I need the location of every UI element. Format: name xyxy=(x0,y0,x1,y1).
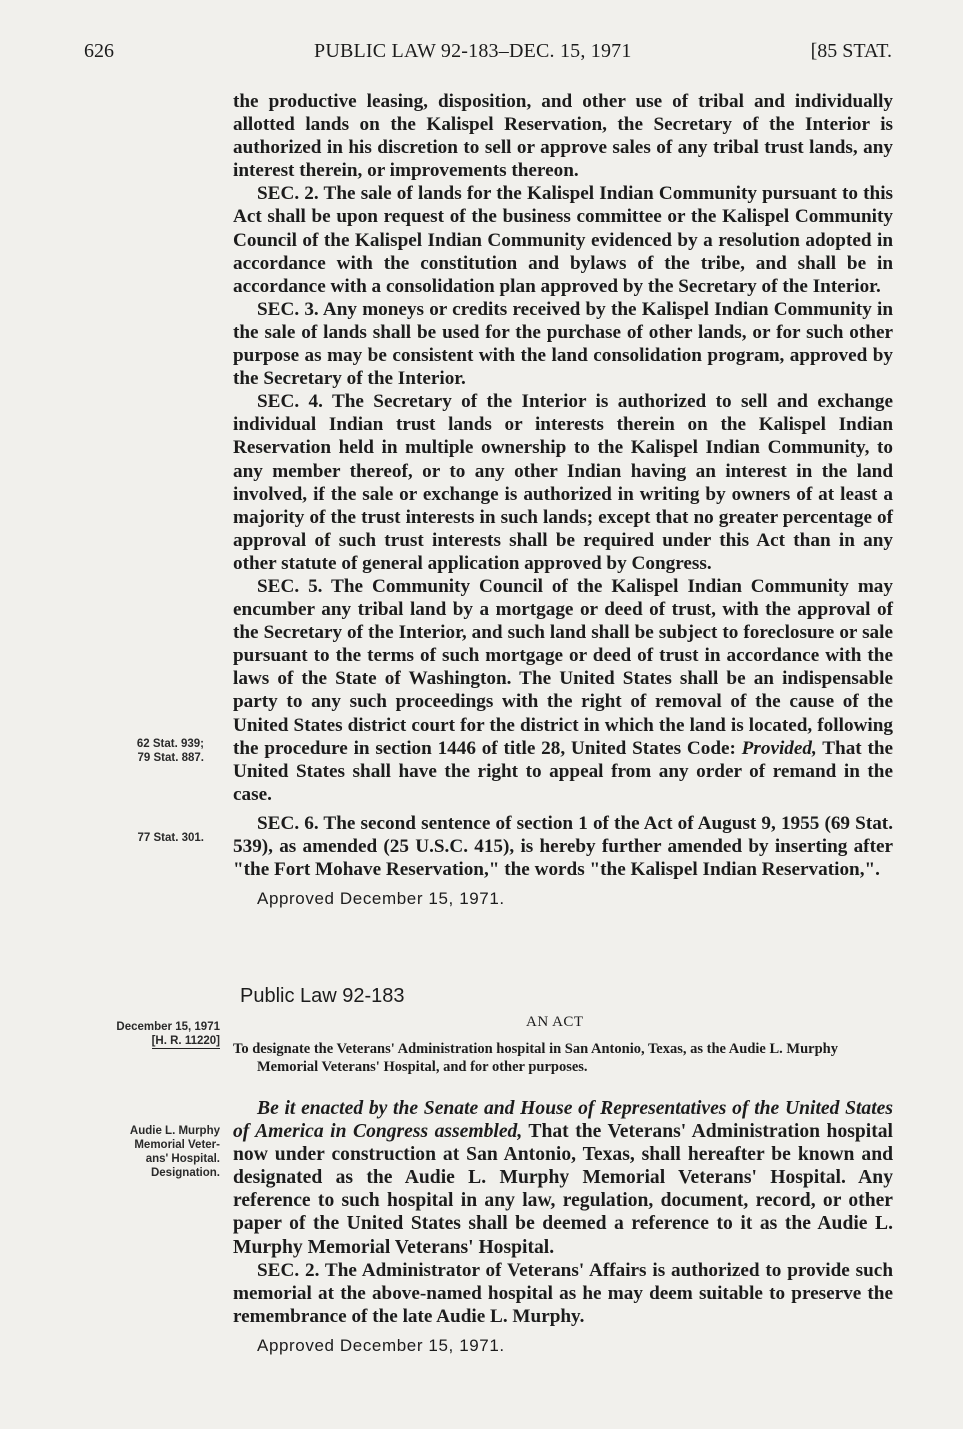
note-line-4: Designation. xyxy=(150,1167,220,1179)
note-line-2: Memorial Veter- xyxy=(134,1139,220,1151)
note-line-3: ans' Hospital. xyxy=(145,1153,220,1165)
statute-reference: [85 STAT. xyxy=(810,40,892,62)
margin-note-stat-301: 77 Stat. 301. xyxy=(137,832,204,844)
section-5-text: SEC. 5. The Community Council of the Kalispel Indian Community may encumber any tribal land by a mortgage or deed of trust, with the approval of the Secretary of the Interior, and such land shall be subject to foreclosure or sale pursuant to the terms of such mortgage or deed of trust in accordance with the laws of the State of Washington. The United States shall be an indispensable party to any such proceedings with the right of removal of the cause of the United States district court for the district in which the land is located, following the procedure in section 1446 of title 28, United States Code: xyxy=(233,575,893,759)
margin-note-designation xyxy=(90,1124,220,1180)
section-6: SEC. 6. The second sentence of section 1 of the Act of August 9, 1955 (69 Stat. 539), as amended (25 U.S.C. 415), is hereby further amended by inserting after "the Fort Mohave Reservation," the words "the Kalispel Indian Reservation,". xyxy=(233,812,893,881)
second-act-body xyxy=(233,1097,893,1357)
an-act-heading: AN ACT xyxy=(526,1014,584,1030)
enacting-clause: Be it enacted by the Senate and House of Representatives of the United States of America in Congress assembled, xyxy=(233,1098,893,1143)
act-purpose xyxy=(233,1040,893,1076)
act-date-note xyxy=(90,1020,220,1048)
margin-note-stat-939 xyxy=(74,737,204,765)
section-5-proviso: That the United States shall have the right to appeal from any order of remand in the case. xyxy=(233,737,894,805)
stat-939: 62 Stat. 939; xyxy=(136,738,204,750)
purpose-text: To designate the Veterans' Administration hospital in San Antonio, Texas, as the Audie L. Murphy Memorial Veterans' Hospital, and for other purposes. xyxy=(233,1041,838,1075)
act-date: December 15, 1971 xyxy=(116,1021,220,1033)
section-3: SEC. 3. Any moneys or credits received by the Kalispel Indian Community in the sale of lands shall be used for the purchase of other lands, or for such other purpose as may be consistent with the land consolidation program, approved by the Secretary of the Interior. xyxy=(233,298,893,390)
approved-line: Approved December 15, 1971. xyxy=(257,889,505,909)
public-law-title: Public Law 92-183 xyxy=(240,985,405,1007)
first-act-body xyxy=(233,90,893,910)
section-2: SEC. 2. The sale of lands for the Kalispel Indian Community pursuant to this Act shall be upon request of the business committee or the Kalispel Community Council of the Kalispel Indian Community evidenced by a resolution adopted in accordance with the constitution and bylaws of the tribe, and shall be in accordance with a consolidation plan approved by the Secretary of the Interior. xyxy=(233,183,893,297)
note-line-1: Audie L. Murphy xyxy=(129,1125,220,1137)
section-1-text: That the Veterans' Administration hospital now under construction at San Antonio, Texas, shall hereafter be known and designated as the Audie L. Murphy Memorial Veterans' Hospital. Any reference to such hospital in any law, regulation, document, record, or other paper of the United States shall be deemed a reference to it as the Audie L. Murphy Memorial Veterans' Hospital. xyxy=(233,1121,893,1258)
section-1 xyxy=(233,1097,893,1259)
bill-number: [H. R. 11220] xyxy=(151,1035,220,1047)
section-5 xyxy=(233,575,893,806)
page-header xyxy=(84,40,892,70)
second-section-2: SEC. 2. The Administrator of Veterans' Affairs is authorized to provide such memorial at the above-named hospital as he may deem suitable to preserve the remembrance of the late Audie L. Murphy. xyxy=(233,1259,893,1327)
paragraph-continuation: the productive leasing, disposition, and other use of tribal and individually allotted lands on the Kalispel Reservation, the Secretary of the Interior is authorized in his discretion to sell or approve sales of any tribal trust lands, any interest therein, or improvements thereon. xyxy=(233,91,893,182)
stat-887: 79 Stat. 887. xyxy=(137,752,204,764)
provided-word: Provided, xyxy=(741,737,817,759)
section-4: SEC. 4. The Secretary of the Interior is authorized to sell and exchange individual Indian trust lands or interests therein on the Kalispel Indian Reservation held in multiple ownership to the Kalispel Indian Community, to any member thereof, or to any other Indian having an interest in the land involved, if the sale or exchange is authorized in writing by owners of at least a majority of the trust interests in such lands; except that no greater percentage of approval of such trust interests shall be required under this Act than in any other statute of general application approved by Congress. xyxy=(233,391,893,574)
header-title: PUBLIC LAW 92-183–DEC. 15, 1971 xyxy=(314,40,632,62)
second-approved-line: Approved December 15, 1971. xyxy=(257,1335,505,1355)
page-number: 626 xyxy=(84,40,114,62)
